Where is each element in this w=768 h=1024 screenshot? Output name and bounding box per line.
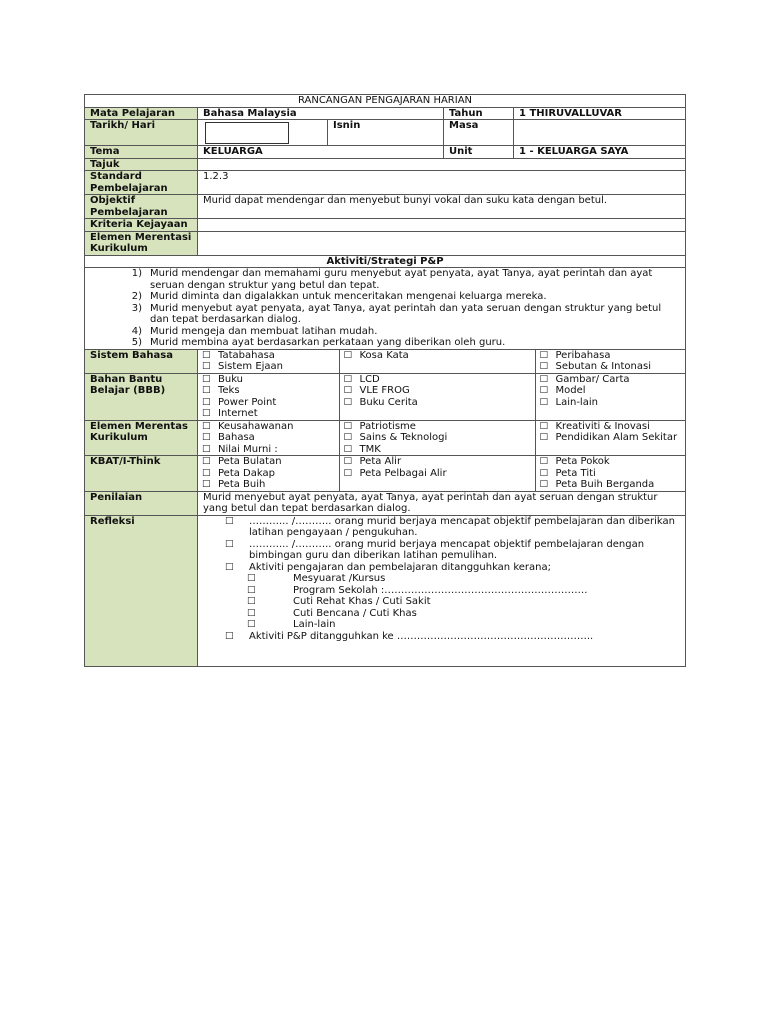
checkbox-icon[interactable]: □	[343, 443, 353, 454]
refleksi-list	[203, 516, 680, 643]
checkbox-label: Tatabahasa	[218, 349, 275, 361]
checkbox-label: Lain-lain	[555, 396, 598, 408]
sistem-bahasa-col1	[198, 350, 339, 373]
rph-table	[84, 94, 686, 667]
checkbox-label: Peta Buih	[218, 479, 266, 490]
checkbox-icon[interactable]: □	[202, 373, 211, 384]
sistem-bahasa-col3	[535, 350, 685, 373]
refleksi-sub-item[interactable]	[225, 573, 680, 585]
checkbox-label: Buku Cerita	[359, 396, 418, 408]
checkbox-icon[interactable]: □	[202, 349, 211, 360]
sistem-bahasa-label: Sistem Bahasa	[85, 349, 198, 373]
checkbox-icon[interactable]: □	[539, 456, 549, 466]
checkbox-label: Internet	[218, 408, 258, 419]
checkbox-label: TMK	[359, 443, 381, 455]
tarikh-input[interactable]	[205, 122, 289, 144]
refleksi-item[interactable]	[225, 562, 680, 574]
refleksi-sub-text: Lain-lain	[293, 619, 336, 630]
checkbox-option[interactable]	[540, 374, 682, 386]
checkbox-icon[interactable]: □	[539, 349, 549, 360]
checkbox-icon[interactable]: □	[247, 596, 256, 606]
checkbox-option[interactable]	[202, 385, 335, 397]
aktiviti-heading: Aktiviti/Strategi P&P	[85, 255, 686, 268]
aktiviti-text: Murid menyebut ayat penyata, ayat Tanya, ayat perintah dan yata seruan dengan struktur yang betul dan tepat berdasarkan dialog.	[150, 302, 662, 325]
checkbox-label: Peta Bulatan	[218, 456, 282, 467]
checkbox-option[interactable]	[344, 374, 531, 386]
checkbox-label: Kosa Kata	[359, 349, 409, 361]
checkbox-icon[interactable]: □	[343, 373, 353, 384]
aktiviti-text: Murid mendengar dan memahami guru menyebut ayat penyata, ayat Tanya, ayat perintah dan ayat seruan dengan struktur yang betul dan tepat.	[150, 268, 653, 291]
bbb-col3	[535, 374, 685, 420]
refleksi-sub-text: Mesyuarat /Kursus	[293, 573, 386, 584]
checkbox-option[interactable]	[344, 350, 531, 362]
tarikh-label: Tarikh/ Hari	[85, 120, 198, 146]
checkbox-option[interactable]	[540, 421, 682, 433]
refleksi-item[interactable]	[225, 631, 680, 643]
aktiviti-text: Murid diminta dan digalakkan untuk menceritakan mengenai keluarga mereka.	[150, 291, 547, 302]
checkbox-icon[interactable]: □	[343, 467, 353, 478]
checkbox-icon[interactable]: □	[539, 420, 549, 431]
refleksi-sub-text: Cuti Rehat Khas / Cuti Sakit	[293, 596, 431, 607]
checkbox-option[interactable]	[202, 444, 335, 456]
emk-col2	[339, 421, 535, 456]
checkbox-icon[interactable]: □	[202, 443, 211, 454]
checkbox-label: LCD	[359, 373, 380, 385]
aktiviti-number: 1)	[131, 268, 142, 279]
checkbox-icon[interactable]: □	[225, 630, 234, 641]
checkbox-option[interactable]	[540, 432, 682, 444]
checkbox-icon[interactable]: □	[202, 456, 211, 466]
aktiviti-number: 4)	[131, 325, 142, 337]
masa-value[interactable]	[514, 120, 686, 146]
checkbox-icon[interactable]: □	[343, 456, 353, 466]
checkbox-label: Peta Dakap	[218, 467, 275, 479]
aktiviti-item	[90, 268, 680, 291]
tarikh-cell	[198, 120, 328, 146]
checkbox-label: Buku	[218, 373, 244, 385]
checkbox-icon[interactable]: □	[343, 349, 353, 360]
checkbox-option[interactable]	[344, 432, 531, 444]
checkbox-icon[interactable]: □	[202, 479, 211, 489]
checkbox-label: Nilai Murni :	[218, 443, 278, 455]
checkbox-icon[interactable]: □	[202, 408, 211, 418]
checkbox-option[interactable]	[344, 456, 531, 468]
aktiviti-number: 3)	[131, 302, 142, 314]
emk-options	[198, 420, 686, 456]
aktiviti-item	[90, 291, 680, 303]
aktiviti-item	[90, 337, 680, 349]
refleksi-cell	[198, 515, 686, 666]
checkbox-icon[interactable]: □	[202, 396, 211, 407]
aktiviti-item	[90, 303, 680, 326]
checkbox-label: Teks	[218, 385, 240, 396]
checkbox-label: Peribahasa	[555, 349, 611, 361]
tahun-label: Tahun	[444, 107, 514, 120]
masa-label: Masa	[444, 120, 514, 146]
checkbox-label: Model	[555, 385, 586, 396]
checkbox-option[interactable]	[202, 456, 335, 468]
checkbox-label: Gambar/ Carta	[555, 373, 630, 385]
checkbox-icon[interactable]: □	[247, 573, 256, 583]
checkbox-option[interactable]	[344, 468, 531, 480]
kbat-col2	[339, 456, 535, 491]
checkbox-option[interactable]	[202, 432, 335, 444]
kbat-options	[198, 456, 686, 492]
checkbox-label: Peta Alir	[359, 456, 402, 467]
refleksi-sub-item[interactable]	[225, 608, 680, 620]
checkbox-icon[interactable]: □	[225, 515, 234, 526]
refleksi-sub-text: Program Sekolah :…………………………………………………….	[293, 584, 588, 596]
checkbox-icon[interactable]: □	[247, 619, 256, 629]
checkbox-icon[interactable]: □	[343, 420, 353, 431]
checkbox-icon[interactable]: □	[539, 432, 549, 442]
sistem-bahasa-grid	[198, 350, 685, 373]
checkbox-icon[interactable]: □	[539, 361, 549, 371]
aktiviti-text: Murid mengeja dan membuat latihan mudah.	[150, 325, 378, 337]
objektif-label: Objektif Pembelajaran	[85, 195, 198, 219]
refleksi-sub-item[interactable]	[225, 585, 680, 597]
checkbox-option[interactable]	[202, 421, 335, 433]
checkbox-option[interactable]	[540, 361, 682, 373]
checkbox-icon[interactable]: □	[202, 361, 211, 371]
unit-label: Unit	[444, 146, 514, 159]
checkbox-icon[interactable]: □	[202, 432, 211, 442]
checkbox-label: Power Point	[218, 396, 277, 408]
tajuk-label: Tajuk	[85, 158, 198, 171]
checkbox-option[interactable]	[540, 350, 682, 362]
checkbox-icon[interactable]: □	[343, 385, 353, 395]
refleksi-sub-text: Cuti Bencana / Cuti Khas	[293, 607, 417, 619]
checkbox-icon[interactable]: □	[225, 538, 234, 549]
checkbox-label: Peta Pelbagai Alir	[359, 467, 447, 479]
checkbox-label: Kreativiti & Inovasi	[555, 420, 650, 432]
refleksi-text: ………... /……….. orang murid berjaya mencapat objektif pembelajaran dan diberikan latihan pengayaan / pengukuhan.	[249, 515, 675, 538]
standard-label: Standard Pembelajaran	[85, 171, 198, 195]
sistem-bahasa-options	[198, 349, 686, 373]
refleksi-text: Aktiviti pengajaran dan pembelajaran ditangguhkan kerana;	[249, 561, 551, 573]
emk-col1	[198, 421, 339, 456]
checkbox-icon[interactable]: □	[247, 584, 256, 595]
checkbox-option[interactable]	[540, 479, 682, 491]
emk-grid	[198, 421, 685, 456]
refleksi-item[interactable]	[225, 516, 680, 539]
checkbox-option[interactable]	[344, 397, 531, 409]
checkbox-icon[interactable]: □	[202, 467, 211, 478]
penilaian-label: Penilaian	[85, 491, 198, 515]
checkbox-option[interactable]	[540, 456, 682, 468]
tema-value: KELUARGA	[198, 146, 444, 159]
sistem-bahasa-col2	[339, 350, 535, 373]
refleksi-sub-item[interactable]	[225, 596, 680, 608]
tajuk-value[interactable]	[198, 158, 686, 171]
kriteria-label: Kriteria Kejayaan	[85, 219, 198, 232]
checkbox-option[interactable]	[344, 444, 531, 456]
tahun-value: 1 THIRUVALLUVAR	[514, 107, 686, 120]
refleksi-label: Refleksi	[85, 515, 198, 666]
penilaian-value: Murid menyebut ayat penyata, ayat Tanya, ayat perintah dan ayat seruan dengan struktur yang betul dan tepat berdasarkan dialog.	[198, 491, 686, 515]
checkbox-option[interactable]	[540, 385, 682, 397]
checkbox-icon[interactable]: □	[539, 373, 549, 384]
kriteria-value[interactable]	[198, 219, 686, 232]
checkbox-icon[interactable]: □	[225, 561, 234, 572]
checkbox-option[interactable]	[202, 374, 335, 386]
checkbox-option[interactable]	[540, 468, 682, 480]
checkbox-option[interactable]	[202, 397, 335, 409]
bbb-col1	[198, 374, 339, 420]
checkbox-icon[interactable]: □	[202, 420, 211, 431]
refleksi-text: Aktiviti P&P ditangguhkan ke …………………………………………………..	[249, 630, 594, 642]
refleksi-item[interactable]	[225, 539, 680, 562]
emk-label: Elemen Merentas Kurikulum	[85, 420, 198, 456]
aktiviti-list	[90, 268, 680, 349]
refleksi-sub-item[interactable]	[225, 619, 680, 631]
emk-col3	[535, 421, 685, 456]
checkbox-label: Bahasa	[218, 432, 255, 443]
checkbox-icon[interactable]: □	[247, 607, 256, 618]
kbat-col3	[535, 456, 685, 491]
checkbox-label: VLE FROG	[359, 385, 410, 396]
checkbox-label: Peta Buih Berganda	[555, 479, 655, 490]
mata-pelajaran-value: Bahasa Malaysia	[198, 107, 444, 120]
checkbox-label: Keusahawanan	[218, 420, 294, 432]
checkbox-label: Sains & Teknologi	[359, 432, 448, 443]
checkbox-option[interactable]	[202, 361, 335, 373]
aktiviti-cell	[85, 268, 686, 350]
kbat-col1	[198, 456, 339, 491]
checkbox-option[interactable]	[344, 385, 531, 397]
unit-value: 1 - KELUARGA SAYA	[514, 146, 686, 159]
checkbox-icon[interactable]: □	[539, 396, 549, 407]
checkbox-option[interactable]	[202, 468, 335, 480]
refleksi-text: ………... /……….. orang murid berjaya mencapat objektif pembelajaran dengan bimbingan guru dan diberikan latihan pemulihan.	[249, 538, 645, 561]
checkbox-option[interactable]	[202, 408, 335, 420]
checkbox-icon[interactable]: □	[343, 396, 353, 407]
rph-document	[84, 94, 685, 667]
checkbox-icon[interactable]: □	[539, 467, 549, 478]
hari-value: Isnin	[328, 120, 444, 146]
checkbox-label: Patriotisme	[359, 420, 416, 432]
elemen-label: Elemen Merentasi Kurikulum	[85, 231, 198, 255]
checkbox-label: Peta Titi	[555, 467, 596, 479]
checkbox-label: Sistem Ejaan	[218, 361, 284, 372]
checkbox-icon[interactable]: □	[539, 385, 549, 395]
checkbox-label: Peta Pokok	[555, 456, 610, 467]
kbat-grid	[198, 456, 685, 491]
elemen-value[interactable]	[198, 231, 686, 255]
aktiviti-number: 5)	[131, 337, 142, 348]
bbb-col2	[339, 374, 535, 420]
document-title: RANCANGAN PENGAJARAN HARIAN	[85, 95, 686, 108]
objektif-value: Murid dapat mendengar dan menyebut bunyi vokal dan suku kata dengan betul.	[198, 195, 686, 219]
standard-value: 1.2.3	[198, 171, 686, 195]
checkbox-option[interactable]	[202, 479, 335, 491]
checkbox-option[interactable]	[202, 350, 335, 362]
checkbox-label: Sebutan & Intonasi	[555, 361, 652, 372]
aktiviti-number: 2)	[131, 291, 142, 302]
checkbox-label: Pendidikan Alam Sekitar	[555, 432, 678, 443]
bbb-grid	[198, 374, 685, 420]
bbb-label: Bahan Bantu Belajar (BBB)	[85, 373, 198, 420]
checkbox-option[interactable]	[540, 397, 682, 409]
checkbox-icon[interactable]: □	[202, 385, 211, 395]
checkbox-icon[interactable]: □	[539, 479, 549, 489]
aktiviti-text: Murid membina ayat berdasarkan perkataan yang diberikan oleh guru.	[150, 337, 506, 348]
checkbox-option[interactable]	[344, 421, 531, 433]
bbb-options	[198, 373, 686, 420]
mata-pelajaran-label: Mata Pelajaran	[85, 107, 198, 120]
kbat-label: KBAT/I-Think	[85, 456, 198, 492]
tema-label: Tema	[85, 146, 198, 159]
checkbox-icon[interactable]: □	[343, 432, 353, 442]
aktiviti-item	[90, 326, 680, 338]
